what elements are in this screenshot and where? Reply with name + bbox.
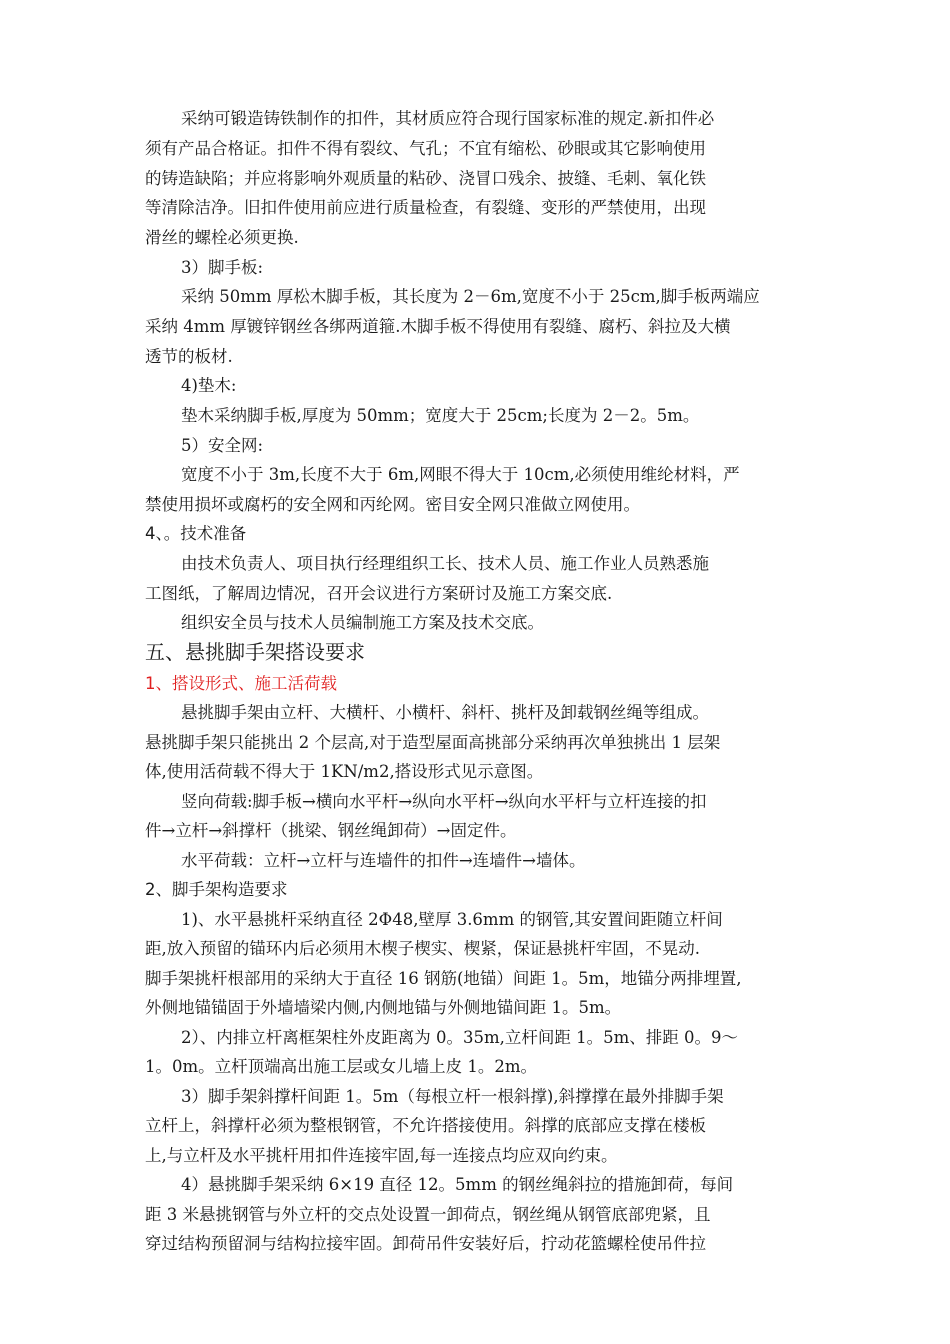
text-line: 悬挑脚手架由立杆、大横杆、小横杆、斜杆、挑杆及卸载钢丝绳等组成。 bbox=[181, 703, 709, 722]
text-line: 滑丝的螺栓必须更换. bbox=[145, 228, 299, 247]
text-line: 距 3 米悬挑钢管与外立杆的交点处设置一卸荷点，钢丝绳从钢管底部兜紧，且 bbox=[145, 1205, 711, 1224]
text-line: 2）、内排立杆离框架柱外皮距离为 0。35m,立杆间距 1。5m、排距 0。9～ bbox=[181, 1028, 739, 1047]
text-line: 采纳可锻造铸铁制作的扣件，其材质应符合现行国家标准的规定.新扣件必 bbox=[181, 109, 715, 128]
section-heading-red: 1、搭设形式、施工活荷载 bbox=[145, 674, 337, 693]
text-line: 距,放入预留的锚环内后必须用木楔子楔实、楔紧，保证悬挑杆牢固，不晃动. bbox=[145, 939, 700, 958]
text-line: 穿过结构预留洞与结构拉接牢固。卸荷吊件安装好后，拧动花篮螺栓使吊件拉 bbox=[145, 1234, 706, 1253]
text-line: 组织安全员与技术人员编制施工方案及技术交底。 bbox=[181, 613, 544, 632]
section-heading: 4、。技术准备 bbox=[145, 524, 247, 543]
text-line: 4）悬挑脚手架采纳 6×19 直径 12。5mm 的钢丝绳斜拉的措施卸荷，每间 bbox=[181, 1175, 734, 1194]
list-heading: 4)垫木: bbox=[181, 376, 237, 395]
text-line: 脚手架挑杆根部用的采纳大于直径 16 钢筋(地锚）间距 1。5m，地锚分两排埋置, bbox=[145, 969, 742, 988]
text-line: 竖向荷载:脚手板→横向水平杆→纵向水平杆→纵向水平杆与立杆连接的扣 bbox=[181, 792, 707, 811]
list-heading: 3）脚手板: bbox=[181, 258, 264, 277]
text-line: 由技术负责人、项目执行经理组织工长、技术人员、施工作业人员熟悉施 bbox=[181, 554, 709, 573]
text-line: 采纳 50mm 厚松木脚手板，其长度为 2－6m,宽度不小于 25cm,脚手板两端应 bbox=[181, 287, 760, 306]
list-heading: 5）安全网: bbox=[181, 436, 264, 455]
text-line: 透节的板材. bbox=[145, 347, 233, 366]
text-line: 1。0m。立杆顶端高出施工层或女儿墙上皮 1。2m。 bbox=[145, 1057, 538, 1076]
text-line: 水平荷载：立杆→立杆与连墙件的扣件→连墙件→墙体。 bbox=[181, 851, 586, 870]
text-line: 立杆上，斜撑杆必须为整根钢管，不允许搭接使用。斜撑的底部应支撑在楼板 bbox=[145, 1116, 706, 1135]
text-line: 宽度不小于 3m,长度不大于 6m,网眼不得大于 10cm,必须使用维纶材料，严 bbox=[181, 465, 740, 484]
text-line: 体,使用活荷载不得大于 1KN/m2,搭设形式见示意图。 bbox=[145, 762, 544, 781]
text-line: 的铸造缺陷；并应将影响外观质量的粘砂、浇冒口残余、披缝、毛刺、氧化铁 bbox=[145, 169, 706, 188]
text-line: 3）脚手架斜撑杆间距 1。5m（每根立杆一根斜撑),斜撑撑在最外排脚手架 bbox=[181, 1087, 724, 1106]
text-line: 外侧地锚锚固于外墙墙梁内侧,内侧地锚与外侧地锚间距 1。5m。 bbox=[145, 998, 622, 1017]
text-line: 等清除洁净。旧扣件使用前应进行质量检查，有裂缝、变形的严禁使用，出现 bbox=[145, 198, 706, 217]
text-line: 采纳 4mm 厚镀锌钢丝各绑两道箍.木脚手板不得使用有裂缝、腐朽、斜拉及大横 bbox=[145, 317, 731, 336]
section-heading: 2、脚手架构造要求 bbox=[145, 880, 288, 899]
text-line: 垫木采纳脚手板,厚度为 50mm；宽度大于 25cm;长度为 2－2。5m。 bbox=[181, 406, 700, 425]
text-line: 工图纸，了解周边情况，召开会议进行方案研讨及施工方案交底. bbox=[145, 584, 613, 603]
text-line: 须有产品合格证。扣件不得有裂纹、气孔；不宜有缩松、砂眼或其它影响使用 bbox=[145, 139, 706, 158]
text-line: 件→立杆→斜撑杆（挑梁、钢丝绳卸荷）→固定件。 bbox=[145, 821, 517, 840]
chapter-heading: 五、悬挑脚手架搭设要求 bbox=[145, 640, 365, 664]
text-line: 上,与立杆及水平挑杆用扣件连接牢固,每一连接点均应双向约束。 bbox=[145, 1146, 618, 1165]
text-line: 禁使用损坏或腐朽的安全网和丙纶网。密目安全网只准做立网使用。 bbox=[145, 495, 640, 514]
text-line: 1)、水平悬挑杆采纳直径 2Φ48,壁厚 3.6mm 的钢管,其安置间距随立杆间 bbox=[181, 910, 723, 929]
text-line: 悬挑脚手架只能挑出 2 个层高,对于造型屋面高挑部分采纳再次单独挑出 1 层架 bbox=[145, 733, 721, 752]
